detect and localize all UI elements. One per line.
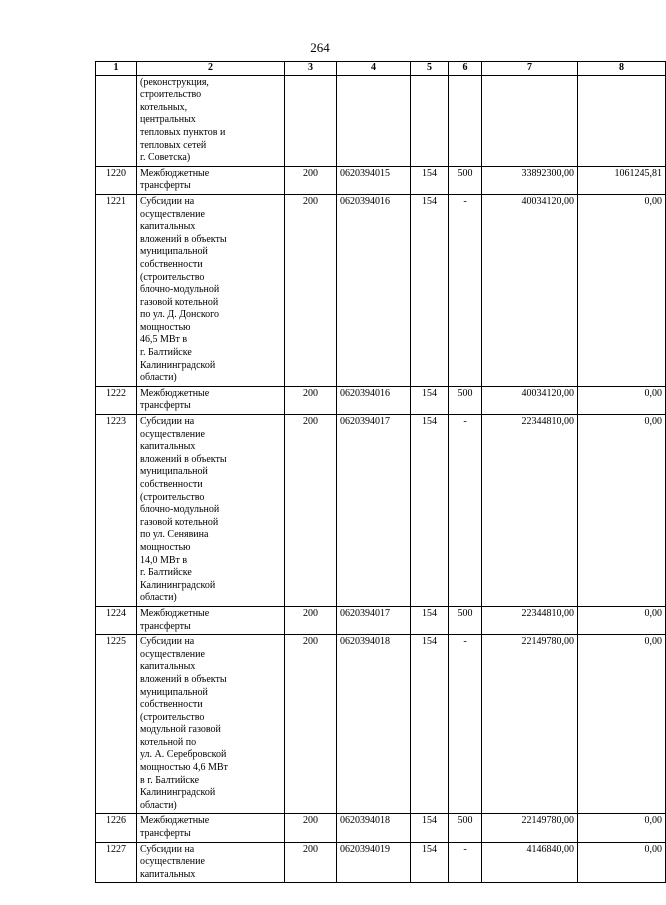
expense-name-line: Субсидии на	[140, 843, 195, 855]
actual-amount-cell: 1061245,81	[578, 166, 666, 194]
expense-name-line: капитальных	[140, 661, 196, 673]
target-article-cell: 0620394017	[337, 415, 411, 607]
row-number-cell: 1227	[96, 842, 137, 883]
actual-amount-cell: 0,00	[578, 194, 666, 386]
expense-name-line: муниципальной	[140, 466, 208, 478]
expense-name-line: (строительство	[140, 271, 205, 283]
section-code-cell: 154	[411, 606, 449, 634]
department-code-cell: 200	[285, 194, 337, 386]
planned-amount-cell: 22149780,00	[482, 635, 578, 814]
expense-name-line: Калининградской	[140, 787, 216, 799]
expense-type-cell: 500	[449, 166, 482, 194]
expense-name-line: осуществление	[140, 208, 205, 220]
target-article-cell	[337, 75, 411, 166]
header-col-8: 8	[578, 62, 666, 76]
planned-amount-cell: 33892300,00	[482, 166, 578, 194]
target-article-cell: 0620394019	[337, 842, 411, 883]
planned-amount-cell: 22344810,00	[482, 606, 578, 634]
header-col-7: 7	[482, 62, 578, 76]
expense-type-cell: 500	[449, 814, 482, 842]
expense-name-line: капитальных	[140, 441, 196, 453]
expense-name-line: Межбюджетные	[140, 607, 210, 619]
expense-name-line: осуществление	[140, 856, 205, 868]
row-number-cell: 1222	[96, 386, 137, 414]
expense-name-line: 46,5 МВт в	[140, 334, 188, 346]
expense-name-line: вложений в объекты	[140, 453, 227, 465]
planned-amount-cell: 4146840,00	[482, 842, 578, 883]
table-row	[96, 635, 666, 814]
header-row	[96, 62, 666, 76]
department-code-cell: 200	[285, 386, 337, 414]
expense-name-line: газовой котельной	[140, 516, 219, 528]
expense-name-cell	[137, 814, 285, 842]
expense-name-line: по ул. Сенявина	[140, 529, 209, 541]
row-number-cell: 1223	[96, 415, 137, 607]
expense-name-line: Межбюджетные	[140, 387, 210, 399]
expense-name-line: мощностью	[140, 321, 191, 333]
expense-type-cell: 500	[449, 386, 482, 414]
expense-type-cell: -	[449, 194, 482, 386]
expense-name-line: по ул. Д. Донского	[140, 309, 220, 321]
planned-amount-cell: 40034120,00	[482, 194, 578, 386]
expense-name-line: собственности	[140, 258, 203, 270]
expense-name-line: ул. А. Серебровской	[140, 749, 227, 761]
planned-amount-cell: 22149780,00	[482, 814, 578, 842]
department-code-cell	[285, 75, 337, 166]
expense-name-cell	[137, 386, 285, 414]
expense-name-line: мощностью	[140, 541, 191, 553]
expense-type-cell	[449, 75, 482, 166]
expense-name-line: в г. Балтийске	[140, 774, 200, 786]
actual-amount-cell: 0,00	[578, 635, 666, 814]
expense-name-line: (строительство	[140, 491, 205, 503]
expense-name-line: (строительство	[140, 711, 205, 723]
header-col-4: 4	[337, 62, 411, 76]
section-code-cell: 154	[411, 194, 449, 386]
target-article-cell: 0620394017	[337, 606, 411, 634]
actual-amount-cell: 0,00	[578, 814, 666, 842]
department-code-cell: 200	[285, 166, 337, 194]
expense-name-line: тепловых пунктов и	[140, 126, 226, 138]
expense-name-line: вложений в объекты	[140, 673, 227, 685]
expense-name-line: блочно-модульной	[140, 284, 220, 296]
planned-amount-cell	[482, 75, 578, 166]
expense-name-line: котельной по	[140, 736, 197, 748]
header-col-6: 6	[449, 62, 482, 76]
table-row	[96, 75, 666, 166]
expense-name-line: Субсидии на	[140, 416, 195, 428]
expense-type-cell: -	[449, 842, 482, 883]
expense-name-line: области)	[140, 372, 177, 384]
expense-name-line: области)	[140, 799, 177, 811]
department-code-cell: 200	[285, 842, 337, 883]
expense-type-cell: -	[449, 415, 482, 607]
target-article-cell: 0620394016	[337, 386, 411, 414]
row-number-cell	[96, 75, 137, 166]
expense-name-line: тепловых сетей	[140, 139, 207, 151]
expense-name-cell	[137, 606, 285, 634]
section-code-cell: 154	[411, 386, 449, 414]
expense-name-line: муниципальной	[140, 246, 208, 258]
expense-name-line: Межбюджетные	[140, 815, 210, 827]
expense-name-line: осуществление	[140, 648, 205, 660]
expense-name-line: модульной газовой	[140, 724, 221, 736]
department-code-cell: 200	[285, 814, 337, 842]
table-row	[96, 166, 666, 194]
actual-amount-cell	[578, 75, 666, 166]
table-row	[96, 606, 666, 634]
expense-name-line: строительство	[140, 89, 202, 101]
table-row	[96, 386, 666, 414]
expense-name-line: мощностью 4,6 МВт	[140, 762, 228, 774]
table-header	[96, 62, 666, 76]
department-code-cell: 200	[285, 606, 337, 634]
budget-table	[95, 61, 666, 883]
expense-name-line: г. Советска)	[140, 152, 191, 164]
expense-name-cell	[137, 194, 285, 386]
section-code-cell: 154	[411, 166, 449, 194]
section-code-cell: 154	[411, 635, 449, 814]
expense-name-cell	[137, 842, 285, 883]
table-row	[96, 814, 666, 842]
section-code-cell: 154	[411, 842, 449, 883]
section-code-cell: 154	[411, 814, 449, 842]
table-row	[96, 194, 666, 386]
department-code-cell: 200	[285, 635, 337, 814]
actual-amount-cell: 0,00	[578, 606, 666, 634]
section-code-cell	[411, 75, 449, 166]
target-article-cell: 0620394018	[337, 635, 411, 814]
table-body	[96, 75, 666, 883]
expense-name-line: газовой котельной	[140, 296, 219, 308]
row-number-cell: 1221	[96, 194, 137, 386]
expense-type-cell: -	[449, 635, 482, 814]
expense-name-line: (реконструкция,	[140, 76, 209, 88]
expense-name-line: Субсидии на	[140, 195, 195, 207]
expense-name-line: центральных	[140, 114, 196, 126]
page-number: 264	[310, 40, 330, 55]
expense-name-line: Калининградской	[140, 359, 216, 371]
target-article-cell: 0620394015	[337, 166, 411, 194]
expense-name-line: капитальных	[140, 868, 196, 880]
expense-name-line: собственности	[140, 699, 203, 711]
header-col-1: 1	[96, 62, 137, 76]
expense-name-line: 14,0 МВт в	[140, 554, 188, 566]
expense-name-line: блочно-модульной	[140, 504, 220, 516]
header-col-2: 2	[137, 62, 285, 76]
expense-type-cell: 500	[449, 606, 482, 634]
table-row	[96, 842, 666, 883]
expense-name-line: Субсидии на	[140, 636, 195, 648]
expense-name-line: капитальных	[140, 221, 196, 233]
target-article-cell: 0620394016	[337, 194, 411, 386]
row-number-cell: 1225	[96, 635, 137, 814]
expense-name-line: области)	[140, 592, 177, 604]
actual-amount-cell: 0,00	[578, 415, 666, 607]
planned-amount-cell: 40034120,00	[482, 386, 578, 414]
expense-name-line: трансферты	[140, 400, 191, 412]
row-number-cell: 1224	[96, 606, 137, 634]
actual-amount-cell: 0,00	[578, 842, 666, 883]
section-code-cell: 154	[411, 415, 449, 607]
planned-amount-cell: 22344810,00	[482, 415, 578, 607]
target-article-cell: 0620394018	[337, 814, 411, 842]
expense-name-line: трансферты	[140, 828, 191, 840]
expense-name-line: собственности	[140, 479, 203, 490]
row-number-cell: 1226	[96, 814, 137, 842]
row-number-cell: 1220	[96, 166, 137, 194]
expense-name-line: котельных,	[140, 101, 188, 113]
header-col-5: 5	[411, 62, 449, 76]
expense-name-cell	[137, 166, 285, 194]
expense-name-cell	[137, 635, 285, 814]
expense-name-line: трансферты	[140, 620, 191, 632]
table-row	[96, 415, 666, 607]
expense-name-line: Межбюджетные	[140, 167, 210, 179]
expense-name-line: вложений в объекты	[140, 233, 227, 245]
actual-amount-cell: 0,00	[578, 386, 666, 414]
expense-name-line: г. Балтийске	[140, 567, 192, 579]
expense-name-cell	[137, 415, 285, 607]
expense-name-line: г. Балтийске	[140, 347, 192, 359]
header-col-3: 3	[285, 62, 337, 76]
department-code-cell: 200	[285, 415, 337, 607]
expense-name-line: муниципальной	[140, 686, 208, 698]
expense-name-line: Калининградской	[140, 579, 216, 591]
expense-name-line: осуществление	[140, 428, 205, 440]
expense-name-cell	[137, 75, 285, 166]
expense-name-line: трансферты	[140, 180, 191, 192]
